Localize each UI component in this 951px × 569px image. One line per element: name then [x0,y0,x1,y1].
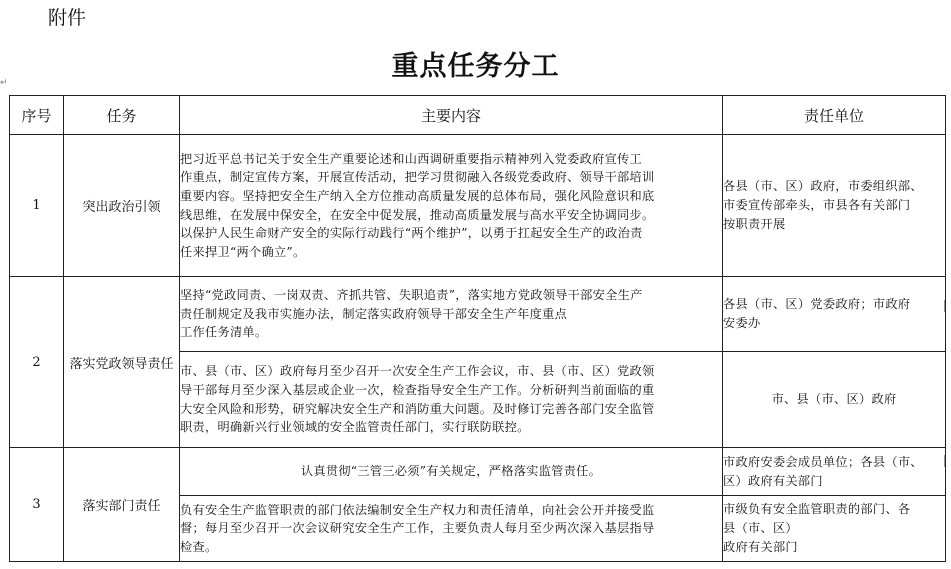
document-title: 重点任务分工 [391,51,560,82]
main-content [180,448,723,496]
responsible-unit [723,277,946,352]
content-line: 督；每月至少召开一次会议研究安全生产工作，主要负责人每月至少两次深入基层指导 [180,521,655,536]
task-division-table [9,95,946,562]
responsible-unit [723,135,946,277]
content-line: 线思维，在发展中保安全，在安全中促发展，推动高质量发展与高水平安全协调同步。 [180,207,655,222]
content-line: 责任制规定及我市实施办法，制定落实政府领导干部安全生产年度重点 [180,306,568,321]
content-line: 重要内容。坚持把安全生产纳入全方位推动高质量发展的总体布局，强化风险意识和底 [180,188,655,203]
main-content [180,496,723,562]
unit-line: 市级负有安全监管职责的部门、各 [723,502,911,516]
unit-line: 市、县（市、区）政府 [771,392,897,406]
main-content [180,277,723,352]
row-number: 3 [10,448,64,562]
content-line: 任来捍卫“两个确立”。 [180,244,306,259]
content-line: 坚持“党政同责、一岗双责、齐抓共管、失职追责”，落实地方党政领导干部安全生产 [180,288,643,303]
header-content: 主要内容 [180,96,723,135]
unit-line: 各县（市、区）党委政府；市政府 [723,297,911,311]
header-responsible-unit: 责任单位 [723,96,946,135]
table-header-row [10,96,946,135]
task-name: 突出政治引领 [64,135,180,277]
paragraph-mark-icon: ↵ [0,78,8,88]
main-content [180,352,723,448]
unit-line: 市委宣传部牵头，市县各有关部门 [723,198,911,212]
unit-line: 安委办 [723,316,761,330]
header-task: 任务 [64,96,180,135]
content-line: 市、县（市、区）政府每月至少召开一次安全生产工作会议，市、县（市、区）党政领 [180,364,655,379]
content-line: 认真贯彻“三管三必须”有关规定，严格落实监管责任。 [300,464,602,479]
row-number: 1 [10,135,64,277]
unit-line: 按职责开展 [723,217,786,231]
table-row [10,448,946,496]
content-line: 以保护人民生命财产安全的实际行动践行“两个维护”，以勇于扛起安全生产的政治责 [180,226,643,241]
content-line: 工作任务清单。 [180,325,268,340]
content-line: 大安全风险和形势，研究解决安全生产和消防重大问题。及时修订完善各部门安全监管 [180,401,655,416]
row-number: 2 [10,277,64,448]
table-row [10,277,946,352]
unit-line: 县（市、区） [723,521,798,535]
header-number: 序号 [10,96,64,135]
main-content [180,135,723,277]
content-line: 导干部每月至少深入基层或企业一次，检查指导安全生产工作。分析研判当前面临的重 [180,382,655,397]
task-name: 落实部门责任 [64,448,180,562]
table-row [10,135,946,277]
responsible-unit [723,448,946,496]
content-line: 把习近平总书记关于安全生产重要论述和山西调研重要指示精神列入党委政府宣传工 [180,151,643,166]
unit-line: 区）政府有关部门 [723,473,823,488]
content-line: 负有安全生产监管职责的部门依法编制安全生产权力和责任清单，向社会公开并接受监 [180,502,655,517]
content-line: 作重点，制定宣传方案，开展宣传活动，把学习贯彻融入各级党委政府、领导干部培训 [180,170,655,185]
attachment-label: 附件 [48,7,87,29]
unit-line: 市政府安委会成员单位；各县（市、 [723,454,923,469]
content-line: 检查。 [180,539,218,554]
unit-line: 各县（市、区）政府，市委组织部、 [723,179,923,193]
unit-line: 政府有关部门 [723,540,798,554]
responsible-unit [723,496,946,562]
task-name: 落实党政领导责任 [64,277,180,448]
responsible-unit [723,352,946,448]
content-line: 职责，明确新兴行业领域的安全监管责任部门，实行联防联控。 [180,420,530,435]
